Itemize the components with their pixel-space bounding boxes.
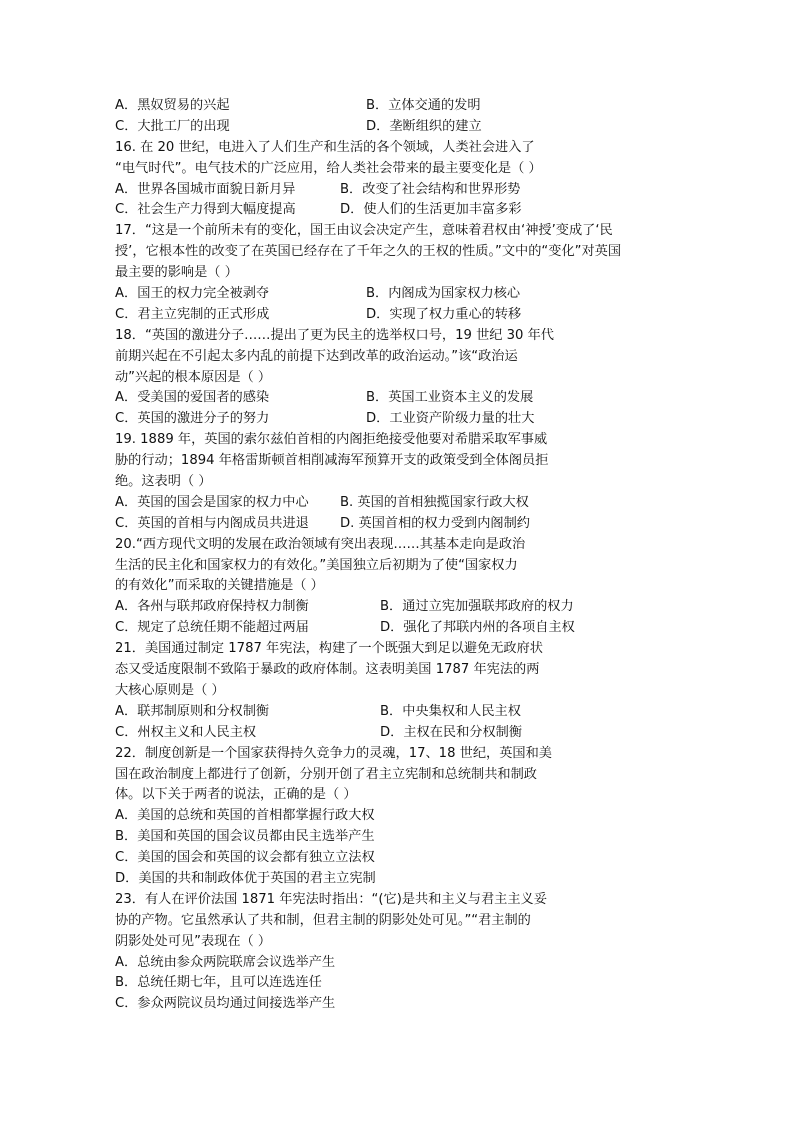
option-left: A．黑奴贸易的兴起 — [115, 98, 230, 113]
option-row — [115, 514, 695, 535]
text-line: 最主要的影响是（ ） — [115, 265, 238, 281]
option-right: B．立体交通的发明 — [366, 98, 481, 113]
text-line: 协的产物。它虽然承认了共和制，但君主制的阴影处处可见。”“君主制的 — [115, 912, 531, 928]
text-line: 17．“这是一个前所未有的变化，国王由议会决定产生，意味着君权由‘神授’变成了‘民 — [115, 223, 613, 239]
text-line: 动”兴起的根本原因是（ ） — [115, 369, 272, 385]
option-row — [115, 702, 695, 723]
option-row — [115, 200, 695, 221]
text-line: 授’，它根本性的改变了在英国已经存在了千年之久的王权的性质。”文中的“变化”对英国 — [115, 244, 622, 260]
text-line: 大核心原则是（ ） — [115, 682, 225, 698]
text-line: A．总统由参众两院联席会议选举产生 — [115, 954, 336, 970]
option-right: B．中央集权和人民主权 — [380, 703, 521, 719]
text-line: 国在政治制度上都进行了创新，分别开创了君主立宪制和总统制共和制政 — [115, 766, 537, 782]
text-line: D．美国的共和制政体优于英国的君主立宪制 — [115, 870, 376, 886]
text-line: 胁的行动；1894 年格雷斯顿首相削减海军预算开支的政策受到全体阁员拒 — [115, 453, 549, 469]
text-line: 22．制度创新是一个国家获得持久竞争力的灵魂，17、18 世纪，英国和美 — [115, 745, 552, 761]
option-left: A．英国的国会是国家的权力中心 — [115, 494, 309, 510]
option-row — [115, 305, 695, 326]
option-row — [115, 96, 695, 117]
option-left: C．英国的首相与内阁成员共进退 — [115, 515, 309, 531]
text-line: 18．“英国的激进分子……提出了更为民主的选举权口号，19 世纪 30 年代 — [115, 327, 554, 343]
document-page — [115, 96, 695, 1015]
text-line: 20.“西方现代文明的发展在政治领域有突出表现……其基本走向是政治 — [115, 536, 526, 552]
option-right: B．通过立宪加强联邦政府的权力 — [380, 599, 574, 615]
option-left: C．规定了总统任期不能超过两届 — [115, 620, 309, 636]
option-left: A．联邦制原则和分权制衡 — [115, 703, 270, 719]
option-left: C．社会生产力得到大幅度提高 — [115, 202, 296, 218]
option-right: B. 英国的首相独揽国家行政大权 — [340, 494, 529, 510]
text-line: A．美国的总统和英国的首相都掌握行政大权 — [115, 808, 375, 824]
option-right: D．主权在民和分权制衡 — [380, 724, 523, 740]
option-row — [115, 284, 695, 305]
option-right: D．强化了邦联内州的各项自主权 — [380, 620, 575, 636]
option-left: A．各州与联邦政府保持权力制衡 — [115, 599, 309, 615]
option-row — [115, 180, 695, 201]
option-right: B．英国工业资本主义的发展 — [366, 390, 534, 406]
option-left: C．大批工厂的出现 — [115, 118, 230, 134]
text-line: “电气时代”。电气技术的广泛应用，给人类社会带来的最主要变化是（ ） — [115, 160, 542, 176]
text-line: 阴影处处可见”表现在（ ） — [115, 933, 272, 949]
text-line: 前期兴起在不引起太多内乱的前提下达到改革的政治运动。”该“政治运 — [115, 348, 518, 364]
option-right: B．内阁成为国家权力核心 — [366, 286, 521, 302]
option-right: D. 英国首相的权力受到内阁制约 — [340, 515, 530, 531]
option-right: D．使人们的生活更加丰富多彩 — [340, 202, 522, 218]
option-left: A．受美国的爱国者的感染 — [115, 390, 270, 406]
option-right: D．垄断组织的建立 — [366, 118, 482, 134]
option-row — [115, 597, 695, 618]
option-left: A．世界各国城市面貌日新月异 — [115, 181, 296, 197]
option-right: D．实现了权力重心的转移 — [366, 306, 522, 322]
text-line: 绝。这表明（ ） — [115, 474, 212, 490]
option-right: D．工业资产阶级力量的壮大 — [366, 411, 535, 427]
text-line: C．美国的国会和英国的议会都有独立立法权 — [115, 850, 375, 866]
option-left: A．国王的权力完全被剥夺 — [115, 286, 270, 302]
option-row — [115, 117, 695, 138]
text-line: C．参众两院议员均通过间接选举产生 — [115, 996, 336, 1012]
option-row — [115, 409, 695, 430]
option-left: C．州权主义和人民主权 — [115, 724, 257, 740]
text-line: 16. 在 20 世纪，电进入了人们生产和生活的各个领域，人类社会进入了 — [115, 139, 535, 155]
text-line: B．美国和英国的国会议员都由民主选举产生 — [115, 829, 375, 845]
text-line: 态又受适度限制不致陷于暴政的政府体制。这表明美国 1787 年宪法的两 — [115, 662, 540, 678]
text-line: 19. 1889 年，英国的索尔兹伯首相的内阁拒绝接受他要对希腊采取军事威 — [115, 432, 548, 448]
option-row — [115, 493, 695, 514]
option-row — [115, 388, 695, 409]
text-line: 21．美国通过制定 1787 年宪法，构建了一个既强大到足以避免无政府状 — [115, 641, 543, 657]
option-row — [115, 723, 695, 744]
text-line: 的有效化”而采取的关键措施是（ ） — [115, 578, 324, 594]
text-line: 23．有人在评价法国 1871 年宪法时指出：“(它)是共和主义与君主主义妥 — [115, 891, 547, 907]
option-left: C．英国的激进分子的努力 — [115, 411, 270, 427]
option-right: B．改变了社会结构和世界形势 — [340, 181, 521, 197]
text-line: 体。以下关于两者的说法，正确的是（ ） — [115, 787, 357, 803]
option-left: C．君主立宪制的正式形成 — [115, 306, 270, 322]
text-line: 生活的民主化和国家权力的有效化。”美国独立后初期为了使“国家权力 — [115, 557, 518, 573]
option-row — [115, 618, 695, 639]
text-line: B．总统任期七年，且可以连选连任 — [115, 975, 322, 991]
